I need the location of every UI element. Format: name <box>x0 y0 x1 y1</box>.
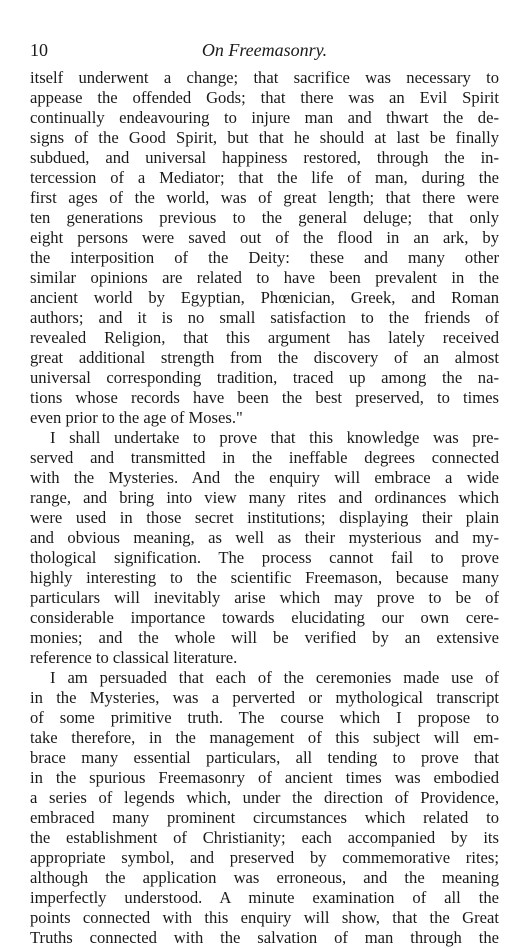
book-page <box>30 40 499 948</box>
text-line: appease the offended Gods; that there was an Evil Spirit <box>30 88 499 107</box>
body-text <box>30 68 499 948</box>
text-line: the interposition of the Deity: these and many other <box>30 248 499 267</box>
text-line: embraced many prominent circumstances which related to <box>30 808 499 827</box>
text-line: first ages of the world, was of great length; that there were <box>30 188 499 207</box>
text-line: great additional strength from the discovery of an almost <box>30 348 499 367</box>
text-line: similar opinions are related to have been prevalent in the <box>30 268 499 287</box>
text-line: particulars will inevitably arise which may prove to be of <box>30 588 499 607</box>
text-line: tercession of a Mediator; that the life of man, during the <box>30 168 499 187</box>
text-line: I shall undertake to prove that this knowledge was pre- <box>50 428 499 447</box>
text-line: reference to classical literature. <box>30 648 238 667</box>
text-line: authors; and it is no small satisfaction to the friends of <box>30 308 499 327</box>
text-line: subdued, and universal happiness restored, through the in- <box>30 148 499 167</box>
text-line: eight persons were saved out of the flood in an ark, by <box>30 228 499 247</box>
text-line: ancient world by Egyptian, Phœnician, Greek, and Roman <box>30 288 499 307</box>
text-line: ten generations previous to the general deluge; that only <box>30 208 499 227</box>
running-head: On Freemasonry. <box>201 40 328 60</box>
text-line: take therefore, in the management of this subject will em- <box>30 728 499 747</box>
text-line: of some primitive truth. The course which I propose to <box>30 708 499 727</box>
text-line: with the Mysteries. And the enquiry will embrace a wide <box>30 468 499 487</box>
page-header <box>30 40 499 66</box>
text-line: appropriate symbol, and preserved by commemorative rites; <box>30 848 499 867</box>
text-line: range, and bring into view many rites and ordinances which <box>30 488 499 507</box>
text-line: considerable importance towards elucidating our own cere- <box>30 608 499 627</box>
text-line: signs of the Good Spirit, but that he should at last be finally <box>30 128 499 147</box>
text-line: the establishment of Christianity; each accompanied by its <box>30 828 499 847</box>
page-number: 10 <box>30 40 48 60</box>
text-line: Truths connected with the salvation of man through the <box>30 928 499 947</box>
text-line: and obvious meaning, as well as their mysterious and my- <box>30 528 499 547</box>
text-line: thological signification. The process cannot fail to prove <box>30 548 499 567</box>
text-line: universal corresponding tradition, traced up among the na- <box>30 368 499 387</box>
text-line: although the application was erroneous, and the meaning <box>30 868 499 887</box>
text-line: revealed Religion, that this argument has lately received <box>30 328 499 347</box>
text-line: itself underwent a change; that sacrifice was necessary to <box>30 68 499 87</box>
text-line: continually endeavouring to injure man and thwart the de- <box>30 108 499 127</box>
text-line: I am persuaded that each of the ceremonies made use of <box>50 668 499 687</box>
text-line: were used in those secret institutions; displaying their plain <box>30 508 499 527</box>
text-line: a series of legends which, under the direction of Providence, <box>30 788 499 807</box>
text-line: even prior to the age of Moses." <box>30 408 243 427</box>
text-line: brace many essential particulars, all tending to prove that <box>30 748 499 767</box>
text-line: imperfectly understood. A minute examination of all the <box>30 888 499 907</box>
text-line: in the spurious Freemasonry of ancient times was embodied <box>30 768 499 787</box>
text-line: tions whose records have been the best preserved, to times <box>30 388 499 407</box>
text-line: points connected with this enquiry will show, that the Great <box>30 908 499 927</box>
text-line: monies; and the whole will be verified by an extensive <box>30 628 499 647</box>
text-line: highly interesting to the scientific Freemason, because many <box>30 568 499 587</box>
text-line: in the Mysteries, was a perverted or mythological transcript <box>30 688 499 707</box>
text-line: served and transmitted in the ineffable degrees connected <box>30 448 499 467</box>
